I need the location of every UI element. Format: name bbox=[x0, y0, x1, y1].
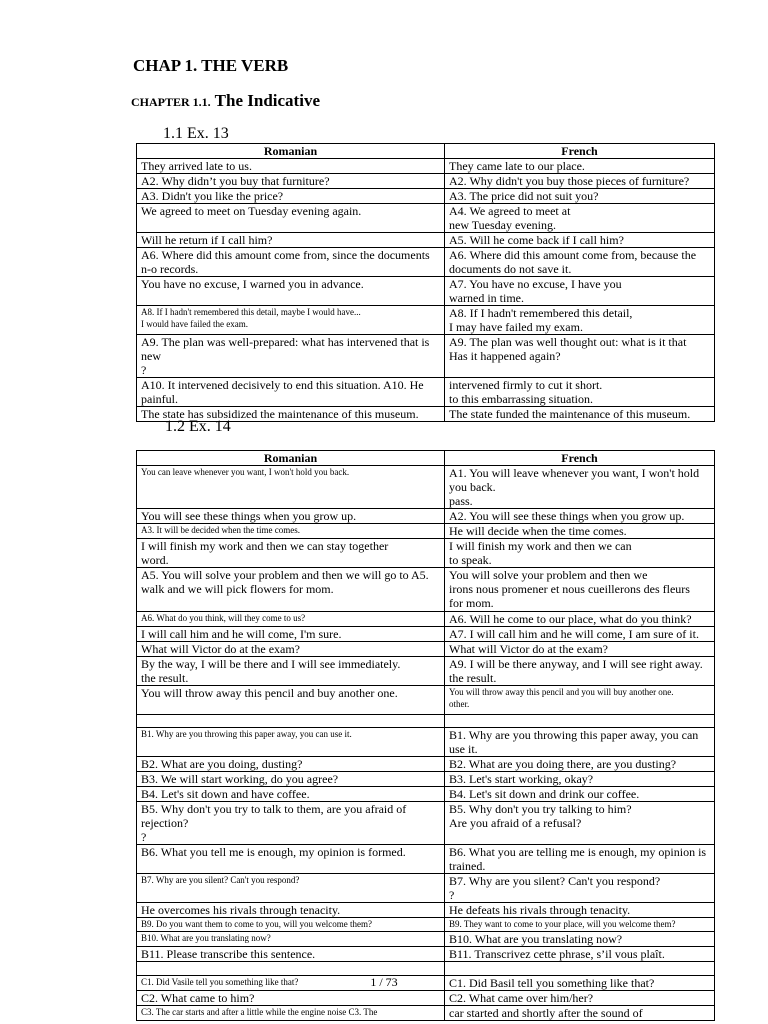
french-cell: A4. We agreed to meet at new Tuesday evening. bbox=[445, 204, 715, 233]
table-row bbox=[137, 802, 715, 845]
table-row bbox=[137, 962, 715, 976]
romanian-cell: C2. What came to him? bbox=[137, 991, 445, 1006]
table-row bbox=[137, 159, 715, 174]
french-cell: B5. Why don't you try talking to him? Are you afraid of a refusal? bbox=[445, 802, 715, 845]
french-cell: B11. Transcrivez cette phrase, s’il vous plaît. bbox=[445, 947, 715, 962]
french-cell: I will finish my work and then we can to speak. bbox=[445, 539, 715, 568]
romanian-cell: A6. What do you think, will they come to us? bbox=[137, 612, 445, 627]
romanian-cell: A3. It will be decided when the time comes. bbox=[137, 524, 445, 539]
romanian-cell: B11. Please transcribe this sentence. bbox=[137, 947, 445, 962]
table-row bbox=[137, 174, 715, 189]
exercise-13-table bbox=[136, 143, 715, 422]
french-cell: A7. You have no excuse, I have you warned in time. bbox=[445, 277, 715, 306]
romanian-cell: A2. Why didn’t you buy that furniture? bbox=[137, 174, 445, 189]
romanian-cell: A3. Didn't you like the price? bbox=[137, 189, 445, 204]
french-cell: A5. Will he come back if I call him? bbox=[445, 233, 715, 248]
french-cell: B6. What you are telling me is enough, my opinion is trained. bbox=[445, 845, 715, 874]
romanian-cell: A6. Where did this amount come from, since the documents n-o records. bbox=[137, 248, 445, 277]
romanian-cell: You can leave whenever you want, I won't hold you back. bbox=[137, 466, 445, 509]
table-row bbox=[137, 845, 715, 874]
table-row bbox=[137, 378, 715, 407]
french-cell: A9. The plan was well thought out: what is it that Has it happened again? bbox=[445, 335, 715, 378]
table-row bbox=[137, 728, 715, 757]
french-cell: B1. Why are you throwing this paper away, you can use it. bbox=[445, 728, 715, 757]
romanian-cell: B2. What are you doing, dusting? bbox=[137, 757, 445, 772]
french-cell: They came late to our place. bbox=[445, 159, 715, 174]
table-row bbox=[137, 539, 715, 568]
table-row bbox=[137, 466, 715, 509]
romanian-cell: A5. You will solve your problem and then we will go to A5. walk and we will pick flowers for mom. bbox=[137, 568, 445, 612]
french-cell: What will Victor do at the exam? bbox=[445, 642, 715, 657]
table-row bbox=[137, 757, 715, 772]
romanian-cell: B7. Why are you silent? Can't you respond? bbox=[137, 874, 445, 903]
french-cell: intervened firmly to cut it short. to this embarrassing situation. bbox=[445, 378, 715, 407]
table-row bbox=[137, 686, 715, 715]
romanian-cell: B10. What are you translating now? bbox=[137, 932, 445, 947]
table-row bbox=[137, 715, 715, 728]
table-row bbox=[137, 991, 715, 1006]
romanian-cell: B6. What you tell me is enough, my opinion is formed. bbox=[137, 845, 445, 874]
table-row bbox=[137, 204, 715, 233]
romanian-cell: We agreed to meet on Tuesday evening again. bbox=[137, 204, 445, 233]
french-cell: C2. What came over him/her? bbox=[445, 991, 715, 1006]
table-row bbox=[137, 248, 715, 277]
table-row bbox=[137, 509, 715, 524]
exercise-14-table bbox=[136, 450, 715, 1021]
french-cell: You will solve your problem and then we irons nous promener et nous cueillerons des fleurs for mom. bbox=[445, 568, 715, 612]
french-cell: B9. They want to come to your place, will you welcome them? bbox=[445, 918, 715, 932]
romanian-cell: A9. The plan was well-prepared: what has intervened that is new ? bbox=[137, 335, 445, 378]
table-row bbox=[137, 189, 715, 204]
table-row bbox=[137, 524, 715, 539]
french-cell bbox=[445, 962, 715, 976]
romanian-cell: They arrived late to us. bbox=[137, 159, 445, 174]
french-cell: A2. Why didn't you buy those pieces of furniture? bbox=[445, 174, 715, 189]
romanian-cell: You have no excuse, I warned you in advance. bbox=[137, 277, 445, 306]
section-heading bbox=[131, 91, 320, 111]
table-row bbox=[137, 277, 715, 306]
table-row bbox=[137, 787, 715, 802]
romanian-cell: What will Victor do at the exam? bbox=[137, 642, 445, 657]
romanian-cell: You will see these things when you grow up. bbox=[137, 509, 445, 524]
romanian-cell bbox=[137, 715, 445, 728]
romanian-cell: He overcomes his rivals through tenacity. bbox=[137, 903, 445, 918]
exercise-13-heading: 1.1 Ex. 13 bbox=[163, 125, 229, 142]
french-cell: He defeats his rivals through tenacity. bbox=[445, 903, 715, 918]
romanian-cell: B1. Why are you throwing this paper away, you can use it. bbox=[137, 728, 445, 757]
table-row bbox=[137, 233, 715, 248]
table-row bbox=[137, 932, 715, 947]
french-cell: A6. Where did this amount come from, because the documents do not save it. bbox=[445, 248, 715, 277]
french-cell: A2. You will see these things when you grow up. bbox=[445, 509, 715, 524]
romanian-cell: Will he return if I call him? bbox=[137, 233, 445, 248]
french-cell: B3. Let's start working, okay? bbox=[445, 772, 715, 787]
french-cell: C1. Did Basil tell you something like that? bbox=[445, 976, 715, 991]
french-cell: B2. What are you doing there, are you dusting? bbox=[445, 757, 715, 772]
french-cell bbox=[445, 715, 715, 728]
romanian-cell: A10. It intervened decisively to end this situation. A10. He painful. bbox=[137, 378, 445, 407]
table-row bbox=[137, 903, 715, 918]
french-cell: B10. What are you translating now? bbox=[445, 932, 715, 947]
romanian-cell: You will throw away this pencil and buy another one. bbox=[137, 686, 445, 715]
column-header-romanian: Romanian bbox=[137, 144, 445, 159]
romanian-cell: A8. If I hadn't remembered this detail, maybe I would have... I would have failed the exam. bbox=[137, 306, 445, 335]
table-row bbox=[137, 642, 715, 657]
romanian-cell: B3. We will start working, do you agree? bbox=[137, 772, 445, 787]
french-cell: A9. I will be there anyway, and I will see right away. the result. bbox=[445, 657, 715, 686]
table-row bbox=[137, 918, 715, 932]
french-cell: A3. The price did not suit you? bbox=[445, 189, 715, 204]
french-cell: You will throw away this pencil and you will buy another one. other. bbox=[445, 686, 715, 715]
section-prefix: CHAPTER 1.1. bbox=[131, 95, 211, 109]
romanian-cell: B5. Why don't you try to talk to them, are you afraid of rejection? ? bbox=[137, 802, 445, 845]
french-cell: B7. Why are you silent? Can't you respond? ? bbox=[445, 874, 715, 903]
romanian-cell bbox=[137, 962, 445, 976]
table-row bbox=[137, 657, 715, 686]
column-header-french: French bbox=[445, 144, 715, 159]
column-header-romanian: Romanian bbox=[137, 451, 445, 466]
romanian-cell: By the way, I will be there and I will see immediately. the result. bbox=[137, 657, 445, 686]
romanian-cell: B4. Let's sit down and have coffee. bbox=[137, 787, 445, 802]
table-row bbox=[137, 627, 715, 642]
french-cell: A6. Will he come to our place, what do you think? bbox=[445, 612, 715, 627]
romanian-cell: B9. Do you want them to come to you, will you welcome them? bbox=[137, 918, 445, 932]
table-row bbox=[137, 335, 715, 378]
exercise-14-heading: 1.2 Ex. 14 bbox=[165, 418, 231, 435]
table-row bbox=[137, 568, 715, 612]
romanian-cell: I will call him and he will come, I'm sure. bbox=[137, 627, 445, 642]
french-cell: He will decide when the time comes. bbox=[445, 524, 715, 539]
french-cell: The state funded the maintenance of this museum. bbox=[445, 407, 715, 422]
page-indicator: 1 / 73 bbox=[370, 975, 398, 989]
french-cell: A1. You will leave whenever you want, I won't hold you back. pass. bbox=[445, 466, 715, 509]
table-row bbox=[137, 1006, 715, 1021]
french-cell: A8. If I hadn't remembered this detail, I may have failed my exam. bbox=[445, 306, 715, 335]
chapter-heading: CHAP 1. THE VERB bbox=[133, 56, 289, 75]
section-title: The Indicative bbox=[214, 91, 320, 110]
table-header-row bbox=[137, 451, 715, 466]
french-cell: A7. I will call him and he will come, I am sure of it. bbox=[445, 627, 715, 642]
romanian-cell: C1. Did Vasile tell you something like that? bbox=[137, 976, 445, 991]
column-header-french: French bbox=[445, 451, 715, 466]
romanian-cell: I will finish my work and then we can stay together word. bbox=[137, 539, 445, 568]
romanian-cell: The state has subsidized the maintenance of this museum. bbox=[137, 407, 445, 422]
table-row bbox=[137, 612, 715, 627]
table-row bbox=[137, 947, 715, 962]
table-row bbox=[137, 772, 715, 787]
table-header-row bbox=[137, 144, 715, 159]
french-cell: B4. Let's sit down and drink our coffee. bbox=[445, 787, 715, 802]
romanian-cell: C3. The car starts and after a little while the engine noise C3. The bbox=[137, 1006, 445, 1021]
table-row bbox=[137, 306, 715, 335]
table-row bbox=[137, 874, 715, 903]
french-cell: car started and shortly after the sound of bbox=[445, 1006, 715, 1021]
